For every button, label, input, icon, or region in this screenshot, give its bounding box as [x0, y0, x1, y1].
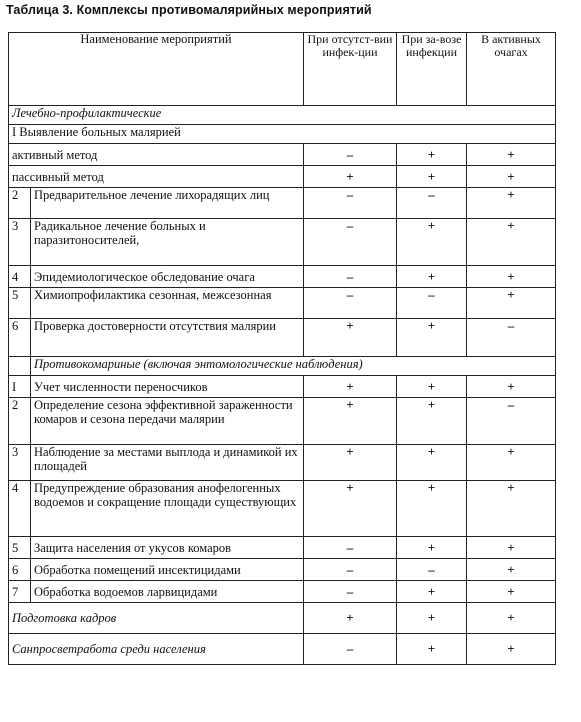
- cell-active: +: [467, 559, 556, 581]
- cell-no-infection: +: [304, 376, 397, 398]
- header-no-infection: При отсутст-вии инфек-ции: [304, 33, 397, 106]
- cell-no-infection: +: [304, 398, 397, 445]
- cell-imported: +: [397, 398, 467, 445]
- section-spacer: [9, 357, 31, 376]
- cell-imported: +: [397, 219, 467, 266]
- cell-active: +: [467, 144, 556, 166]
- row-number: 5: [9, 537, 31, 559]
- cell-no-infection: –: [304, 581, 397, 603]
- cell-no-infection: –: [304, 288, 397, 319]
- table-row: [9, 559, 556, 581]
- section-row: [9, 106, 556, 125]
- section-label: Лечебно-профилактические: [9, 106, 556, 125]
- table-caption: Таблица 3. Комплексы противомалярийных мероприятий: [6, 3, 372, 17]
- row-text: Предварительное лечение лихорадящих лиц: [31, 188, 304, 219]
- cell-imported: +: [397, 581, 467, 603]
- subsection-label: I Выявление больных малярией: [9, 125, 556, 144]
- row-number: 2: [9, 398, 31, 445]
- table-row: [9, 481, 556, 537]
- cell-active: +: [467, 481, 556, 537]
- cell-no-infection: –: [304, 219, 397, 266]
- cell-no-infection: –: [304, 144, 397, 166]
- row-number: 6: [9, 319, 31, 357]
- cell-imported: +: [397, 481, 467, 537]
- cell-no-infection: +: [304, 319, 397, 357]
- row-text: Эпидемиологическое обследование очага: [31, 266, 304, 288]
- header-imported-infection: При за-возе инфекции: [397, 33, 467, 106]
- table-row: [9, 376, 556, 398]
- row-text: Проверка достоверности отсутствия малярии: [31, 319, 304, 357]
- table-row: [9, 537, 556, 559]
- cell-imported: +: [397, 634, 467, 665]
- cell-active: +: [467, 445, 556, 481]
- table-row: [9, 188, 556, 219]
- cell-no-infection: –: [304, 634, 397, 665]
- cell-active: +: [467, 188, 556, 219]
- row-text: Химиопрофилактика сезонная, межсезонная: [31, 288, 304, 319]
- table-row: [9, 288, 556, 319]
- row-number: 5: [9, 288, 31, 319]
- subsection-row: [9, 125, 556, 144]
- row-number: 3: [9, 219, 31, 266]
- row-text: Наблюдение за местами выплода и динамикой их площадей: [31, 445, 304, 481]
- table-row: [9, 603, 556, 634]
- cell-imported: –: [397, 288, 467, 319]
- cell-no-infection: –: [304, 537, 397, 559]
- section-row: [9, 357, 556, 376]
- table-row: [9, 445, 556, 481]
- row-text: Подготовка кадров: [9, 603, 304, 634]
- row-number: 7: [9, 581, 31, 603]
- row-text: Защита населения от укусов комаров: [31, 537, 304, 559]
- cell-active: +: [467, 634, 556, 665]
- header-name: Наименование мероприятий: [9, 33, 304, 106]
- cell-imported: –: [397, 559, 467, 581]
- cell-active: +: [467, 266, 556, 288]
- row-text: пассивный метод: [9, 166, 304, 188]
- row-text: Определение сезона эффективной зараженности комаров и сезона передачи малярии: [31, 398, 304, 445]
- cell-active: –: [467, 319, 556, 357]
- cell-imported: +: [397, 537, 467, 559]
- cell-imported: –: [397, 188, 467, 219]
- table-header-row: [9, 33, 556, 106]
- cell-no-infection: +: [304, 481, 397, 537]
- table-row: [9, 634, 556, 665]
- cell-imported: +: [397, 144, 467, 166]
- cell-no-infection: +: [304, 603, 397, 634]
- section-label: Противокомариные (включая энтомологические наблюдения): [31, 357, 556, 376]
- cell-no-infection: –: [304, 266, 397, 288]
- row-number: 3: [9, 445, 31, 481]
- table-row: [9, 166, 556, 188]
- cell-imported: +: [397, 166, 467, 188]
- row-number: I: [9, 376, 31, 398]
- row-text: Обработка водоемов ларвицидами: [31, 581, 304, 603]
- row-text: Санпросветработа среди населения: [9, 634, 304, 665]
- row-text: Предупреждение образования анофелогенных водоемов и сокращение площади существующих: [31, 481, 304, 537]
- row-number: 4: [9, 266, 31, 288]
- cell-active: +: [467, 603, 556, 634]
- table-row: [9, 144, 556, 166]
- row-text: активный метод: [9, 144, 304, 166]
- cell-no-infection: +: [304, 445, 397, 481]
- measures-table: [8, 32, 556, 665]
- cell-imported: +: [397, 266, 467, 288]
- table-row: [9, 319, 556, 357]
- cell-no-infection: –: [304, 559, 397, 581]
- table-row: [9, 266, 556, 288]
- table-row: [9, 581, 556, 603]
- row-number: 2: [9, 188, 31, 219]
- cell-no-infection: –: [304, 188, 397, 219]
- row-text: Обработка помещений инсектицидами: [31, 559, 304, 581]
- cell-no-infection: +: [304, 166, 397, 188]
- cell-imported: +: [397, 445, 467, 481]
- table-row: [9, 398, 556, 445]
- cell-imported: +: [397, 319, 467, 357]
- cell-active: +: [467, 376, 556, 398]
- cell-active: +: [467, 537, 556, 559]
- cell-active: –: [467, 398, 556, 445]
- cell-active: +: [467, 288, 556, 319]
- header-active-foci: В активных очагах: [467, 33, 556, 106]
- cell-imported: +: [397, 603, 467, 634]
- cell-active: +: [467, 219, 556, 266]
- cell-active: +: [467, 581, 556, 603]
- cell-active: +: [467, 166, 556, 188]
- row-number: 6: [9, 559, 31, 581]
- row-text: Радикальное лечение больных и паразитоносителей,: [31, 219, 304, 266]
- cell-imported: +: [397, 376, 467, 398]
- row-text: Учет численности переносчиков: [31, 376, 304, 398]
- table-row: [9, 219, 556, 266]
- row-number: 4: [9, 481, 31, 537]
